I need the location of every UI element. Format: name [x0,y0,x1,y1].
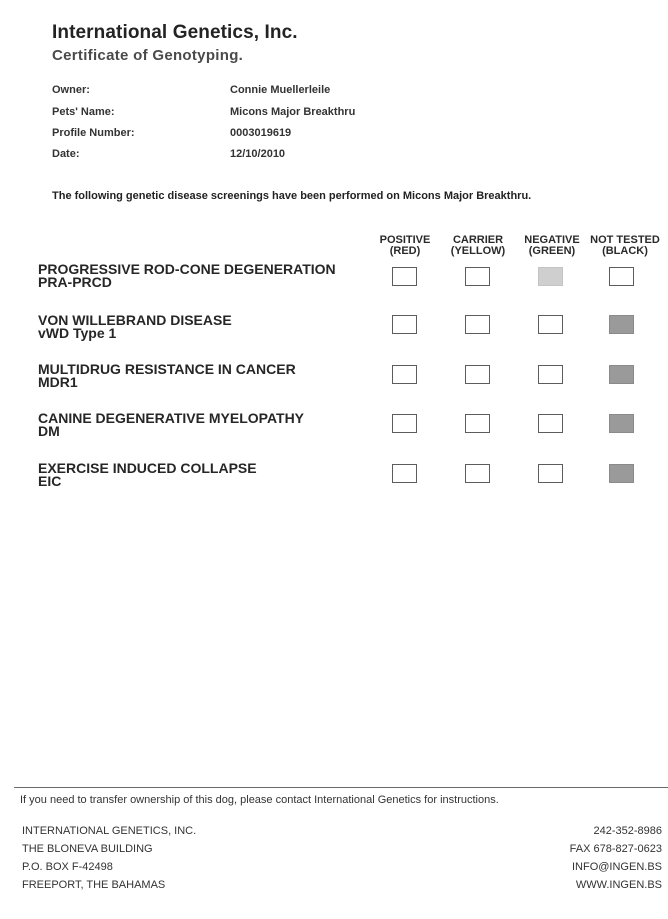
column-header-line1: POSITIVE [379,234,431,246]
positive-checkbox [392,365,417,384]
email-address: INFO@INGEN.BS [571,861,662,873]
date-value: 12/10/2010 [230,148,286,160]
disease-name: VON WILLEBRAND DISEASE [38,312,232,328]
column-header-carrier [439,235,517,257]
disease-code: PRA-PRCD [38,274,112,290]
column-header-line2: (RED) [389,245,421,257]
pet-name-value: Micons Major Breakthru [230,106,356,118]
not-tested-checkbox-marked [609,315,634,334]
column-header-line1: NOT TESTED [590,234,660,246]
pet-name-label: Pets' Name: [52,106,115,118]
column-header-not-tested [586,235,664,257]
carrier-checkbox [465,315,490,334]
phone-number: 242-352-8986 [593,825,662,837]
positive-checkbox [392,464,417,483]
column-header-line1: CARRIER [452,234,504,246]
disease-name: EXERCISE INDUCED COLLAPSE [38,460,257,476]
company-name: International Genetics, Inc. [52,22,298,43]
column-header-positive [366,235,444,257]
profile-number-label: Profile Number: [52,127,135,139]
column-header-line2: (YELLOW) [450,245,506,257]
disease-code: DM [38,423,60,439]
disease-name: PROGRESSIVE ROD-CONE DEGENERATION [38,261,336,277]
negative-checkbox-marked [538,267,563,286]
address-line: FREEPORT, THE BAHAMAS [22,879,166,891]
carrier-checkbox [465,464,490,483]
footer-divider [14,787,668,788]
carrier-checkbox [465,414,490,433]
negative-checkbox [538,464,563,483]
address-line: THE BLONEVA BUILDING [22,843,153,855]
not-tested-checkbox [609,267,634,286]
disease-name: MULTIDRUG RESISTANCE IN CANCER [38,361,296,377]
owner-value: Connie Muellerleile [230,84,331,96]
column-header-negative [513,235,591,257]
certificate-title: Certificate of Genotyping. [52,47,244,64]
not-tested-checkbox-marked [609,464,634,483]
disease-code: vWD Type 1 [38,325,117,341]
website-address: WWW.INGEN.BS [575,879,662,891]
not-tested-checkbox-marked [609,414,634,433]
positive-checkbox [392,267,417,286]
column-header-line2: (BLACK) [602,245,648,257]
address-line: P.O. BOX F-42498 [22,861,113,873]
owner-label: Owner: [52,84,90,96]
profile-number-value: 0003019619 [230,127,292,139]
address-line: INTERNATIONAL GENETICS, INC. [22,825,197,837]
fax-number: FAX 678-827-0623 [569,843,662,855]
negative-checkbox [538,365,563,384]
screening-intro: The following genetic disease screenings have been performed on Micons Major Breakthru. [52,190,532,202]
positive-checkbox [392,414,417,433]
column-header-line1: NEGATIVE [524,234,580,246]
column-header-line2: (GREEN) [528,245,576,257]
date-label: Date: [52,148,80,160]
disease-name: CANINE DEGENERATIVE MYELOPATHY [38,410,305,426]
not-tested-checkbox-marked [609,365,634,384]
disease-code: MDR1 [38,374,78,390]
carrier-checkbox [465,365,490,384]
negative-checkbox [538,414,563,433]
negative-checkbox [538,315,563,334]
disease-code: EIC [38,473,62,489]
positive-checkbox [392,315,417,334]
carrier-checkbox [465,267,490,286]
transfer-ownership-note: If you need to transfer ownership of this dog, please contact International Genetics for instructions. [20,794,499,806]
